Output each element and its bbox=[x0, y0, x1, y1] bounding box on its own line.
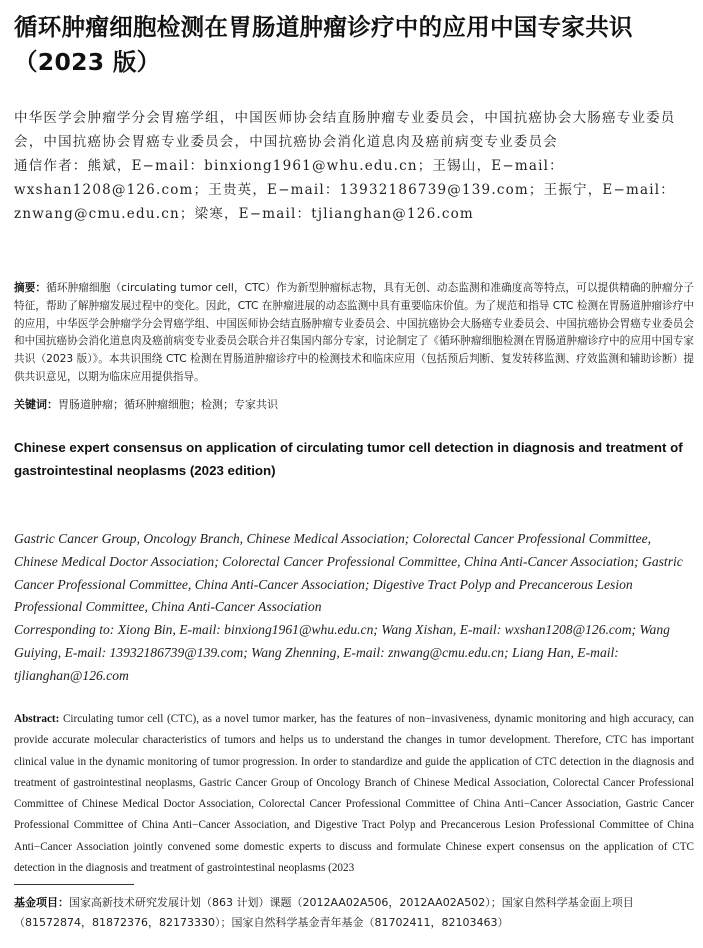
chinese-author-block bbox=[14, 106, 694, 226]
funding-footnote bbox=[14, 893, 694, 933]
funding-text: 国家高新技术研究发展计划（863 计划）课题（2012AA02A506，2012AA02A502）；国家自然科学基金面上项目（81572874，81872376，82173330）；国家自然科学基金青年基金（81702411，82103463） bbox=[14, 896, 634, 929]
chinese-corresponding-label: 通信作者： bbox=[14, 158, 88, 174]
funding-label: 基金项目： bbox=[14, 896, 69, 909]
english-corresponding-authors: Corresponding to: Xiong Bin, E-mail: binxiong1961@whu.edu.cn; Wang Xishan, E-mail: wxshan1208@126.com; Wang Guiying, E-mail: 13932186739@139.com; Wang Zhenning, E-mail: znwang@cmu.edu.cn; Liang Han, E-mail: tjlianghan@126.com bbox=[14, 622, 670, 683]
english-author-groups: Gastric Cancer Group, Oncology Branch, Chinese Medical Association; Colorectal Cancer Professional Committee, Chinese Medical Doctor Association; Colorectal Cancer Professional Committee, China Anti-Cancer Association; Gastric Cancer Professional Committee, China Anti-Cancer Association; Digestive Tract Polyp and Precancerous Lesion Professional Committee, China Anti-Cancer Association bbox=[14, 531, 683, 615]
chinese-author-groups: 中华医学会肿瘤学分会胃癌学组，中国医师协会结直肠肿瘤专业委员会，中国抗癌协会大肠癌专业委员会，中国抗癌协会胃癌专业委员会，中国抗癌协会消化道息肉及癌前病变专业委员会 bbox=[14, 110, 676, 150]
english-abstract-text: Circulating tumor cell (CTC), as a novel tumor marker, has the features of non−invasiveness, dynamic monitoring and high accuracy, can provide accurate molecular characteristics of tumors and helps us to understand the changes in tumor development. Therefore, CTC has important clinical value in the dynamic monitoring of tumor progression. In order to standardize and guide the application of CTC detection in the diagnosis and treatment of gastrointestinal neoplasms, Gastric Cancer Group of Oncology Branch of Chinese Medical Association, Colorectal Cancer Professional Committee of Chinese Medical Doctor Association, Colorectal Cancer Professional Committee of China Anti−Cancer Association, Gastric Cancer Professional Committee of China Anti−Cancer Association, and Digestive Tract Polyp and Precancerous Lesion Professional Committee of China Anti−Cancer Association jointly convened some domestic experts to discuss and formulate Chinese expert consensus on the application of CTC detection in the diagnosis and treatment of gastrointestinal neoplasms (2023 bbox=[14, 713, 694, 875]
chinese-abstract-text: 循环肿瘤细胞（circulating tumor cell，CTC）作为新型肿瘤标志物，具有无创、动态监测和准确度高等特点，可以提供精确的肿瘤分子特征，帮助了解肿瘤发展过程中的变化。因此，CTC 在肿瘤进展的动态监测中具有重要临床价值。为了规范和指导 CTC 检测在胃肠道肿瘤诊疗中的应用，中华医学会肿瘤学分会胃癌学组、中国医师协会结直肠肿瘤专业委员会、中国抗癌协会大肠癌专业委员会、中国抗癌协会胃癌专业委员会和中国抗癌协会消化道息肉及癌前病变专业委员会联合并召集国内部分专家，讨论制定了《循环肿瘤细胞检测在胃肠道肿瘤诊疗中的应用中国专家共识（2023 版）》。本共识围绕 CTC 检测在胃肠道肿瘤诊疗中的检测技术和临床应用（包括预后判断、复发转移监测、疗效监测和辅助诊断）提供共识意见，以期为临床应用提供指导。 bbox=[14, 282, 694, 383]
chinese-abstract-label: 摘要： bbox=[14, 282, 47, 294]
chinese-corresponding-authors bbox=[14, 154, 694, 226]
chinese-title: 循环肿瘤细胞检测在胃肠道肿瘤诊疗中的应用中国专家共识（2023 版） bbox=[14, 13, 633, 76]
english-author-block bbox=[14, 528, 694, 688]
chinese-corresponding-text: 熊斌，E−mail：binxiong1961@whu.edu.cn；王锡山，E−mail：wxshan1208@126.com；王贵英，E−mail：13932186739@139.com；王振宁，E−mail：znwang@cmu.edu.cn；梁寒，E−mail：tjlianghan@126.com bbox=[14, 158, 675, 222]
chinese-keywords-label: 关键词： bbox=[14, 398, 58, 411]
chinese-keywords-text: 胃肠道肿瘤；循环肿瘤细胞；检测；专家共识 bbox=[58, 398, 278, 411]
english-title: Chinese expert consensus on application of circulating tumor cell detection in diagnosis and treatment of gastrointestinal neoplasms (2023 edition) bbox=[14, 440, 683, 478]
chinese-keywords bbox=[14, 396, 694, 414]
english-abstract-label: Abstract: bbox=[14, 713, 60, 725]
footnote-divider bbox=[14, 884, 134, 885]
chinese-abstract bbox=[14, 280, 694, 387]
english-abstract bbox=[14, 709, 694, 879]
